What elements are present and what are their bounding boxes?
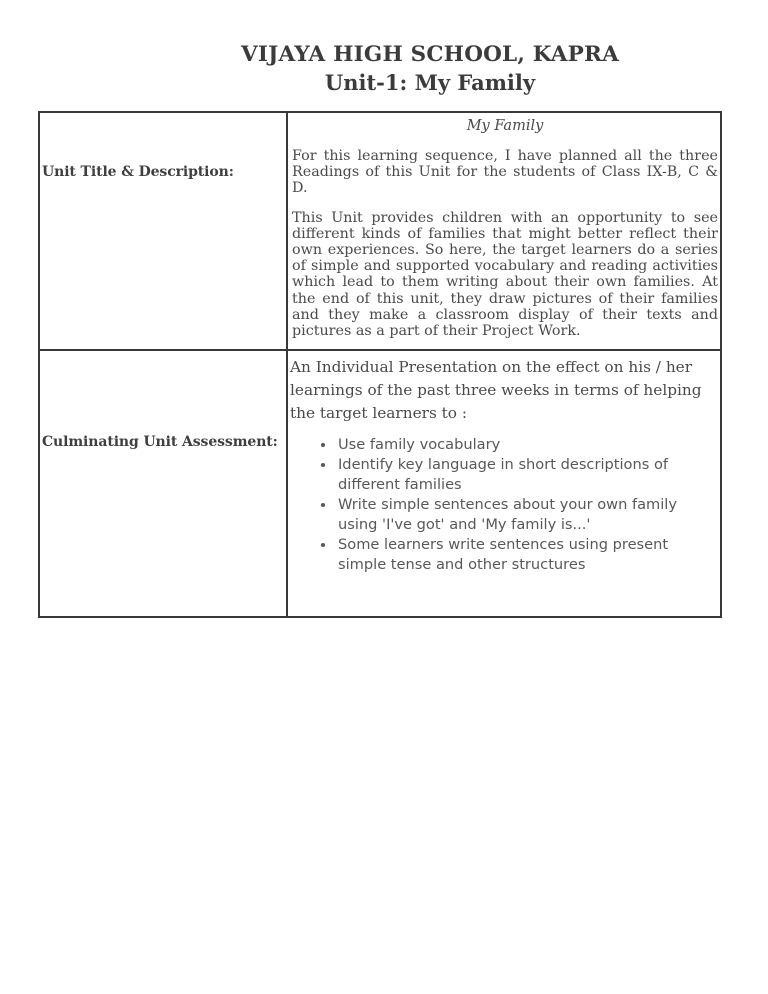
assessment-intro-paragraph: An Individual Presentation on the effect on his / her learnings of the past three weeks in terms of helping the target learners to : xyxy=(290,358,702,422)
unit-description-paragraph-1: For this learning sequence, I have planned all the three Readings of this Unit for the students of Class IX-B, C & D. xyxy=(292,148,718,197)
row-label: Culminating Unit Assessment: xyxy=(42,434,278,450)
table-row-unit-title xyxy=(39,112,721,350)
unit-description-paragraph-2: This Unit provides children with an opportunity to see different kinds of families that might better reflect their own experiences. So here, the target learners do a series of simple and supported vocabulary and reading activities which lead to them writing about their own families. At the end of this unit, they draw pictures of their families and they make a classroom display of their texts and pictures as a part of their Project Work. xyxy=(292,209,718,340)
unit-name-heading: My Family xyxy=(466,118,544,134)
unit-title-description-content-cell xyxy=(287,112,721,350)
unit-title: Unit-1: My Family xyxy=(324,70,536,95)
bullet-item: • Some learners write sentences using present simple tense and other structures xyxy=(336,535,718,575)
school-title: VIJAYA HIGH SCHOOL, KAPRA xyxy=(241,42,619,67)
bullet-item: • Use family vocabulary xyxy=(336,435,718,455)
bullet-item: • Identify key language in short descriptions of different families xyxy=(336,455,718,495)
culminating-assessment-content-cell xyxy=(287,350,721,617)
assessment-bullet-list xyxy=(290,435,718,575)
unit-plan-table xyxy=(38,111,722,618)
culminating-assessment-label-cell xyxy=(39,350,287,617)
bullet-item: • Write simple sentences about your own family using 'I've got' and 'My family is...' xyxy=(336,495,718,535)
unit-title-description-label-cell xyxy=(39,112,287,350)
document-header xyxy=(0,0,768,97)
row-label: Unit Title & Description: xyxy=(42,164,234,180)
table-row-assessment xyxy=(39,350,721,617)
